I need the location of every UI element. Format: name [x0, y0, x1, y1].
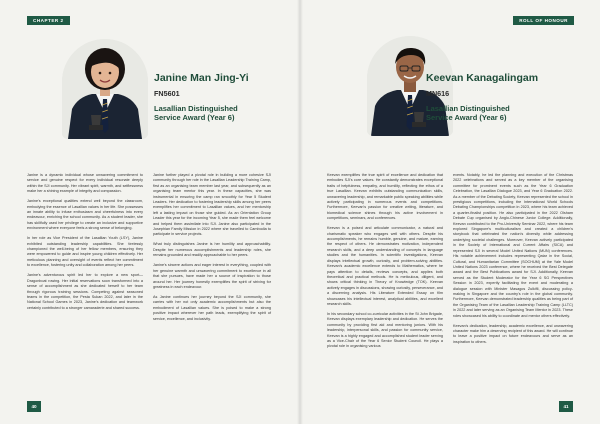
paragraph: Keevan is a poised and articulate communicator, a natural and charismatic speaker who engages well with others. Despite his accomplishments, he remains humble, genuine, and mature, earning the respect of others. He demonstrates motivation, independent research skills, and a deep understanding of concepts in language studies and the humanities. In scientific investigations, Keevan displays intellectual growth, curiosity, and problem-solving abilities. Keevan's academic excellence extends to Mathematics, where he pays attention to details, reviews concepts, and applies both theoretical and practical methods. He is meticulous, diligent, and shows critical thinking in Theory of Knowledge (TOK). Keevan actively engages in discussions, showing curiosity, perseverance, and a discerning analysis. His Literature Extended Essay on film showcases his intellectual interest, analytical abilities, and excellent research skills.	[327, 226, 443, 306]
chapter-tag: CHAPTER 2	[27, 16, 70, 25]
section-tag: ROLL OF HONOUR	[513, 16, 574, 25]
right-body-column-2	[453, 173, 573, 350]
paragraph: As Janine continues her journey beyond the SJI community, she carries with her not only academic accomplishments but also the embodiment of Lasallian values. She is poised to make a strong positive impact wherever her path leads, exemplifying the spirit of service, excellence, and inclusivity.	[153, 294, 271, 321]
paragraph: Keevan exemplifies the true spirit of excellence and dedication that embodies SJI's core values. He constantly demonstrates exceptional traits of helpfulness, empathy, and humility, reflecting the ethos of a true Lasallian. Keevan exhibits outstanding communication skills, unwavering leadership, and remarkable public speaking abilities while actively participating in numerous events and competitions. Furthermore, Keevan's passion for creative writing, literature, and biomedical science shines through his active involvement in competitions, seminars, and conferences.	[327, 173, 443, 221]
spread-gutter	[297, 0, 303, 424]
student-code: FN5601	[154, 89, 180, 98]
paragraph: In her role as Vice President of the Lasallian Youth (LSY), Janine exhibited outstanding leadership capabilities. She tirelessly championed the well-being of her fellow members, ensuring they were empowered to guide and inspire young children effectively. Her meticulous planning and oversight of events reflect her commitment to excellence, fostering unity and collaboration among her peers.	[27, 236, 143, 268]
award-line-1: Lasallian Distinguished	[426, 104, 510, 113]
paragraph: Keevan's dedication, leadership, academic excellence, and unwavering character make him a deserving recipient of this award. He will continue to leave a positive impact on future endeavours and serve as an inspiration to others.	[453, 323, 573, 344]
award-title	[154, 104, 238, 122]
right-body-column-1	[327, 173, 443, 354]
student-code: MN616	[426, 89, 450, 98]
student-name: Janine Man Jing-Yi	[154, 72, 249, 84]
award-line-2: Service Award (Year 6)	[154, 113, 235, 123]
student-photo-janine	[62, 39, 148, 139]
page-number: 40	[27, 401, 41, 412]
left-body-column-1	[27, 173, 143, 316]
paragraph: Janine's adventurous spirit led her to explore a new sport—Dragonboat rowing. Her initial reservations soon transformed into a sense of accomplishment as she dedicated herself to her team through rigorous training sessions. Competing against seasoned teams in the competition, the Pesta Sukan 2022, and later in the National School Games in 2023, Janine's dedication and teamwork certainly contributed to a stronger camaraderie and shared success.	[27, 273, 143, 310]
award-line-1: Lasallian Distinguished	[154, 104, 238, 113]
award-line-2: Service Award (Year 6)	[426, 113, 507, 123]
student-name: Keevan Kanagalingam	[426, 72, 539, 84]
paragraph: Janine's exceptional qualities extend well beyond the classroom, embodying the essence of Lasallian values in her life. She possesses an innate ability to infuse enthusiasm and cheerfulness into every endeavour, enriching the school community. As a student leader, she has skillfully used her privilege to create an inclusive and supportive environment where everyone feels a strong sense of belonging.	[27, 199, 143, 231]
page-number: 41	[559, 401, 573, 412]
paragraph: In his secondary school co-curricular activities in the St John Brigade, Keevan displays exemplary leadership and dedication. He serves the community by providing first aid and mentoring juniors. With his leadership, interpersonal skills, and passion for community service, Keevan is a highly engaged and accomplished student leader serving as a Vice-Chair of the Year 6 Senior Student Council. He plays a pivotal role in organising various	[327, 311, 443, 349]
paragraph: What truly distinguishes Janine is her humility and approachability. Despite her numerous accomplishments and leadership roles, she remains grounded and readily approachable to her peers.	[153, 242, 271, 258]
paragraph: events. Notably, he led the planning and execution of the Christmas 2022 celebrations and served as a key member of the organising committee for prominent events such as the Year 6 Graduation Celebration, the Lasallian Dialogue 2023, and Year 6 Graduation 2022. As a member of the Debating Society, Keevan represented the school in prestigious competitions, including the International World Schools Debating Championships competition in 2023, where his team achieved a quarter-finalist position. He also participated in the 2022 Olsham Debate Cup organised by Anglo-Chinese Junior College. Additionally, Keevan contributed to the Pro-University Seminar 2022, where his team explored Singapore's multiculturalism and created a children's storybook that celebrated the nation's diversity while addressing underlying societal challenges. Moreover, Keevan actively participated in the Society of International and Current Affairs (SICA) and represented SJI in several Model United Nations (MUN) conferences. His notable achievement includes representing Qatar in the Social, Cultural, and Humanitarian Committee (SOCHUM) at the Yale Model United Nations 2023 conference, where he received the Best Delegate award and the Best Publications award for SJI. Additionally, Keevan served as the Student Moderator for the Year 6 SG Perspectives Session in 2023, expertly facilitating the event and moderating a dialogue session with Minister Masagos Zulkifli, discussing policy-making in Singapore and the country's role in the global community. Furthermore, Keevan demonstrated leadership qualities as being part of the Organising Team of the Lasallian Leadership Training Camp (LLTC) in 2022 and later serving as an Organising Team Mentor in 2023. These roles showcased his ability to coordinate and mentor others effectively.	[453, 173, 573, 318]
award-title	[426, 104, 510, 122]
paragraph: Janine's sincere actions and eager interest in everything, coupled with her genuine warmth and unwavering commitment to excellence in all that she pursues, have made her a source of inspiration to those around her. Her journey honestly exemplifies the spirit of striving for greatness in each endeavour.	[153, 263, 271, 289]
right-page	[300, 0, 600, 424]
left-body-column-2	[153, 173, 271, 327]
paragraph: Janine is a dynamic individual whose unwavering commitment to service and genuine respect for every individual resonate deeply within the SJI community. Her vibrant spirit, warmth, and selflessness make her a shining example of integrity and compassion.	[27, 173, 143, 194]
paragraph: Janine further played a pivotal role in building a more cohesive SJI community through her role in the Lasallian Leadership Training Camp, first as an organising team member last year, and subsequently as an organising team mentor this year. In these capacities, she was instrumental in ensuring the camp ran smoothly for Year 5 Student Leaders. Her dedication to fostering leadership skills among her peers exemplifies her commitment to Lasallian values, and her mentorship left a lasting impact on those she guided. As an Orientation Group Leader this year for the incoming Year 5, she made them feel welcome and helped them assimilate into SJI. Janine also participated in the Josephian Family Mission in 2022 where she travelled to Cambodia to participate in service projects.	[153, 173, 271, 237]
